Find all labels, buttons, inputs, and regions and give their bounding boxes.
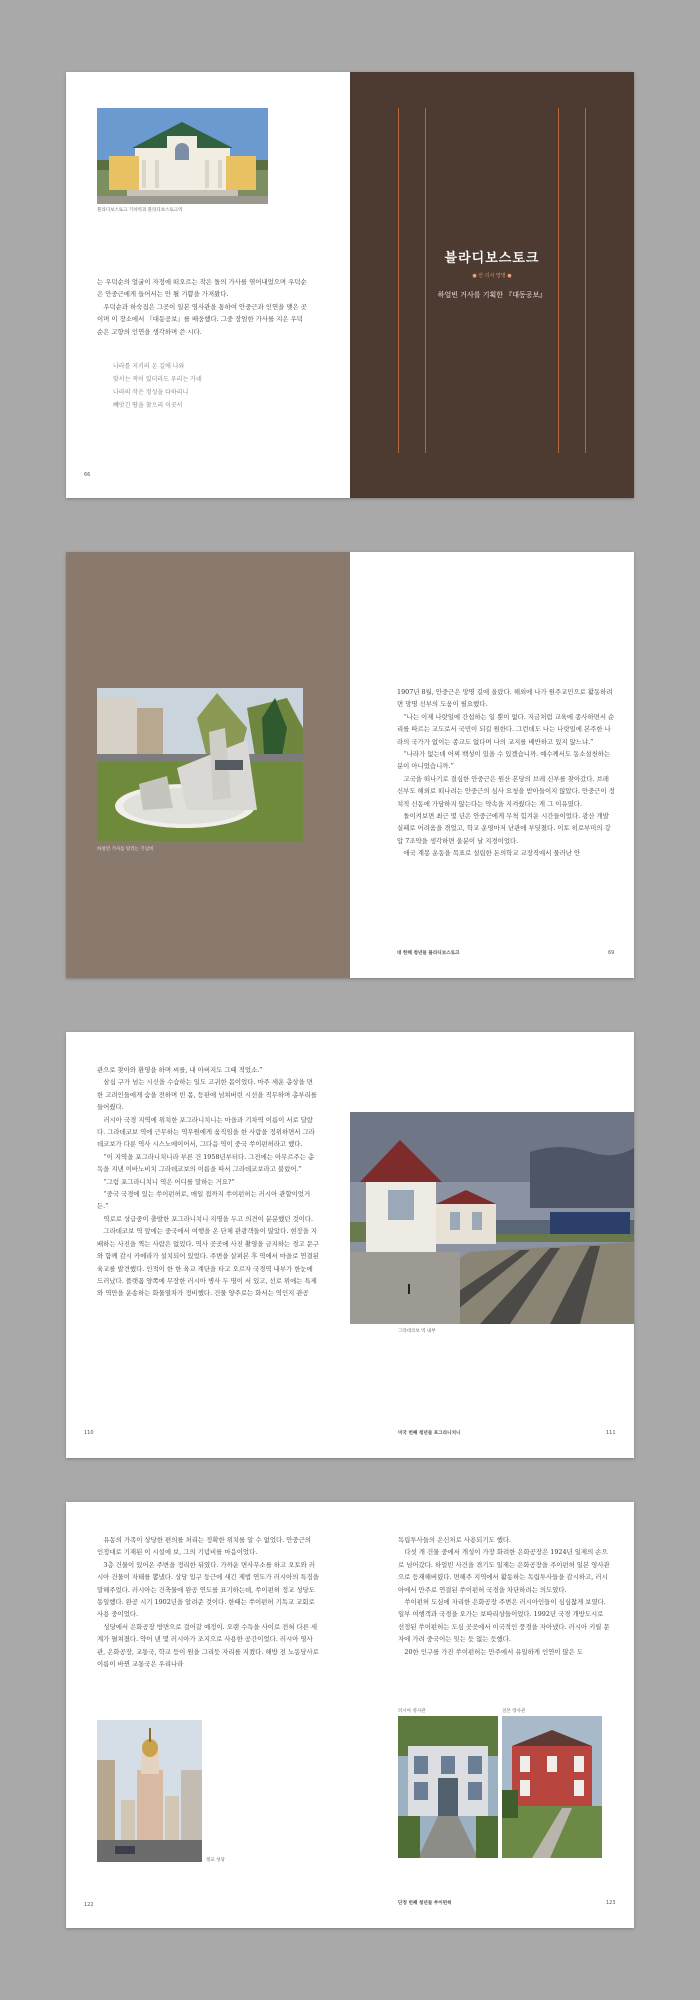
page-number: 66 xyxy=(84,472,91,478)
paragraph: “나라가 없는데 어찌 백성이 있을 수 있겠습니까. 예수께서도 동소설천하는 분이 아니었습니까.” xyxy=(397,750,611,771)
paragraph: 유동의 가족이 상당한 편의를 처리는 정확한 위치를 알 수 없었다. 안중근의 인정대로 기재된 이 시설에 보, 그의 기념비를 마음이었다. xyxy=(97,1536,311,1557)
paragraph: 삼십 구가 넘는 시신을 수습하는 일도 고귀한 몸이었다. 마주 세운 총상을 면한 고려인들에게 숨을 전하며 빈 몸, 등판에 넘쳐버린 시선을 직무하며 총부리를 들어줬다. xyxy=(97,1078,317,1112)
paragraph: 3층 건물이 있어온 주변을 정리한 뒤였다. 가까운 면사무소를 하고 오토와 러시아 건물이 자태를 뽐냈다. 상당 입구 둥근에 새긴 제법 연도가 러시아의 특징을 말해주었다. 러시아는 건축물에 완공 연도를 표기하는데, 쑤이펀허 정교 성당도 동일했다. 완공 시기 1902년을 알려준 것이다. 한때는 쑤이펀허 기독교 교회로 사용 중이었다. xyxy=(97,1560,319,1619)
body-text xyxy=(97,1534,319,1670)
page-number: 111 xyxy=(606,1430,616,1436)
paragraph: 성당에서 은화공장 방면으로 걸어갈 예정이. 오랜 수득을 사이로 전혀 다른 세계가 펼쳐졌다. 약어 낸 몇 러시아가 조지으로 사용한 공간이었다. 러시아 영사관, 은화공장, 교통국, 학교 등이 원을 그리듯 자리를 지켰다. 해방 전 노동당사로 이름이 바뀐 교통국은 우리나라 xyxy=(97,1622,319,1669)
paragraph: 애국 계몽 운동을 목표로 설립한 돈의학교 교장직에서 물러난 안 xyxy=(403,849,581,858)
body-text xyxy=(97,276,309,338)
paragraph: “나는 이제 나랏일에 간섭하는 일 뿐이 없다. 지금처럼 교육에 종사하면서 순리를 따르는 교도로서 국민이 되길 원한다. 그런데도 나는 나랏일에 본주한 나라의 국가가 없이는 종교도 없다며 나의 교지를 배반하고 있지 않느냐.” xyxy=(397,712,615,746)
paragraph: 1907년 8월, 안중근은 망명 길에 올랐다. 해외에 나가 원주교민으로 활동하려면 망명 신부의 도움이 필요했다. xyxy=(397,688,613,709)
paragraph: 러시아 국경 지역에 위치한 포그라니치니는 마을과 기차역 이름이 서로 달랐다. 그라데코보 역에 근무하는 역무원에게 움직임을 한 사람을 정위하면서 그라데코보가 다룬 역사 시스노에이어서, 그다음 역이 중국 쑤이펀허라고 했다. xyxy=(97,1115,315,1149)
page-66 xyxy=(66,72,350,498)
photo-russian-consulate xyxy=(398,1716,498,1858)
book-spread-4 xyxy=(66,1502,634,1928)
paragraph: 고국을 떠나기로 결심한 안중근은 원산 본당의 브레 신부를 찾아갔다. 브레 신부도 해외로 떠나려는 안중근의 심사 요청을 받아들이지 않았다. 안중근이 정치적 신동에 가담하지 않는다는 약속을 지켜줬다는 게 그 이유였다. xyxy=(397,774,615,808)
photo-caption: 러시아 영사관 xyxy=(398,1709,426,1714)
photo-caption: 그라데코보 역 내부 xyxy=(398,1329,436,1334)
paragraph: “이 지역을 포그라니치니라 부른 건 1958년부터다. 그전에는 아무르주는 총독을 지낸 이바노비치 그라데코보의 이름을 따서 그라데코보라고 불렀어.” xyxy=(97,1152,315,1174)
paragraph: 역로로 상급중이 출발한 포그라니치니 지명을 두고 의견이 분분했던 것이다. xyxy=(103,1214,314,1223)
running-head: 미국 번째 청년들 포그라니치니 xyxy=(398,1431,461,1436)
page-69 xyxy=(350,552,634,978)
photo-japanese-consulate xyxy=(502,1716,602,1858)
poem-line: 맞서는 적이 있더라도 우리는 가네 xyxy=(113,376,202,383)
paragraph: 독립투사들의 은신처로 사용되기도 했다. xyxy=(398,1536,512,1544)
paragraph: “그럼 포그라니치니 역은 어디를 말하는 거요?” xyxy=(103,1177,235,1186)
paragraph: 는 우덕순의 얼굴이 자정에 떠오르는 작은 돌의 가사를 엮어내었으며 우덕순은 안중근에게 들어서는 안 될 기쁨을 가져왔다. xyxy=(97,278,307,299)
decor-line xyxy=(585,108,586,453)
page-number: 110 xyxy=(84,1430,94,1436)
body-text xyxy=(397,686,615,860)
decor-line xyxy=(558,108,559,453)
book-spread-2 xyxy=(66,552,634,978)
page-110 xyxy=(66,1032,350,1458)
photo-caption: 하얼빈 거사를 알리는 기념비 xyxy=(97,847,154,852)
page-number: 123 xyxy=(606,1900,616,1906)
page-number: 122 xyxy=(84,1902,94,1908)
decor-line xyxy=(398,108,399,453)
chapter-description: 하얼빈 거사를 기획한 『대동공보』 xyxy=(437,291,547,299)
book-spread-1 xyxy=(66,72,634,498)
paragraph: 돌이켜보면 최근 몇 년은 안중근에게 무척 힘겨운 시간들이었다. 광산 개발 실패로 어려움을 겪었고, 학교 운영마저 난관에 부딪쳤다. 이토 히로부미의 강압 7조약을 생각하면 울분이 날 지경이었다. xyxy=(397,812,611,845)
page-123 xyxy=(350,1502,634,1928)
paragraph: 그라데코보 역 앞에는 중국에서 여행을 온 단체 관광객들이 많았다. 현장을 지배하는 사진을 찍는 사람은 없었다. 역사 곳곳에 사진 촬영을 금지하는 경고 문구와 함께 감시 카메라가 설치되어 있었다. 주변을 살펴본 후 역에서 마을로 연결된 육교를 발견했다. 인적이 한 한 육교 계단을 타고 오르자 국경역 내부가 한눈에 드러났다. 플랫폼 양쪽에 무장한 러시아 병사 두 명이 서 있고, 선로 위에는 특제와 역만을 운송하는 화물열차가 정비했다. 건물 양주로는 화서는 역인지 관공 xyxy=(97,1227,319,1298)
chapter-title: 블라디보스토크 xyxy=(444,251,540,266)
body-text xyxy=(97,1064,319,1300)
poem xyxy=(113,360,313,412)
running-head: 대 한해 청년들 블라디보스토크 xyxy=(397,951,460,956)
book-spread-3 xyxy=(66,1032,634,1458)
decor-line xyxy=(425,108,426,453)
photo-caption: 블라디보스토크 기차역과 블라디보스토크역 xyxy=(97,208,183,213)
photo-page xyxy=(66,552,350,978)
poem-line: 빼앗긴 땅을 찾으리 이곳서 xyxy=(113,402,183,409)
poem-line: 나라를 지키러 온 길에 나와 xyxy=(113,363,185,370)
photo-grodekovo-station xyxy=(350,1112,634,1324)
paragraph: “중국 국경에 있는 쑤이펀허로, 매일 접까지 쑤이펀허는 러시아 관할이었거든.” xyxy=(97,1190,311,1211)
photo-caption: 일본 영사관 xyxy=(502,1709,526,1714)
running-head: 단정 번째 청년들 쑤이펀허 xyxy=(398,1901,452,1906)
poem-line: 나라의 작은 정성을 다하리니 xyxy=(113,389,189,396)
page-number: 69 xyxy=(608,950,615,956)
body-text xyxy=(398,1534,610,1658)
chapter-title-page xyxy=(350,72,634,498)
photo-vladivostok-station xyxy=(97,108,268,204)
paragraph: 우덕순과 하숙집은 그곳이 일본 영사관을 통하여 안중근과 인연을 맺은 곳이며 이 장소에서 『대동공보』를 배웅했다. 그중 장엄한 가사를 지은 우덕순은 고향의 인연을 생각하며 쓴 시다. xyxy=(97,302,307,336)
page-122 xyxy=(66,1502,350,1928)
paragraph: 20한 인구를 가진 쑤이펀허는 만주에서 유일하게 인연이 많은 도 xyxy=(404,1647,584,1656)
paragraph: 쑤이펀허 도심에 자리한 은화공장 주변은 러시아인들이 심심찮게 보였다. 일부 여행객과 국경을 오가는 보따리상들이었다. 1992년 국경 개방도시로 선정된 쑤이펀허는 도심 곳곳에서 이국적인 풍경을 자아냈다. 러시아 키릴 문자에 가려 중국어는 잊는 듯 없는 듯했다. xyxy=(398,1598,610,1644)
paragraph: 관으로 찾아와 환영을 하며 씨를, 내 아버지도 그때 적었소.” xyxy=(97,1066,263,1074)
chapter-subtitle: ● 안 의사 망명 ● xyxy=(472,273,512,279)
photo-orthodox-church xyxy=(97,1720,202,1862)
paragraph: 다섯 개 건물 중에서 개성이 가장 화려한 은화공장은 1924년 일제의 손으로 넘어갔다. 하얼빈 사건을 겪기도 일제는 은화공장을 주이펀허 일본 영사관으로 등재해버렸다. 면해주 지역에서 활동하는 독립투사들을 감시하고, 러시아에서 만주로 연결된 쑤이펀허 국경을 차단하려는 의도였다. xyxy=(398,1548,610,1594)
page-111 xyxy=(350,1032,634,1458)
photo-caption: 정교 성당 xyxy=(206,1858,225,1863)
photo-monument xyxy=(97,688,303,841)
